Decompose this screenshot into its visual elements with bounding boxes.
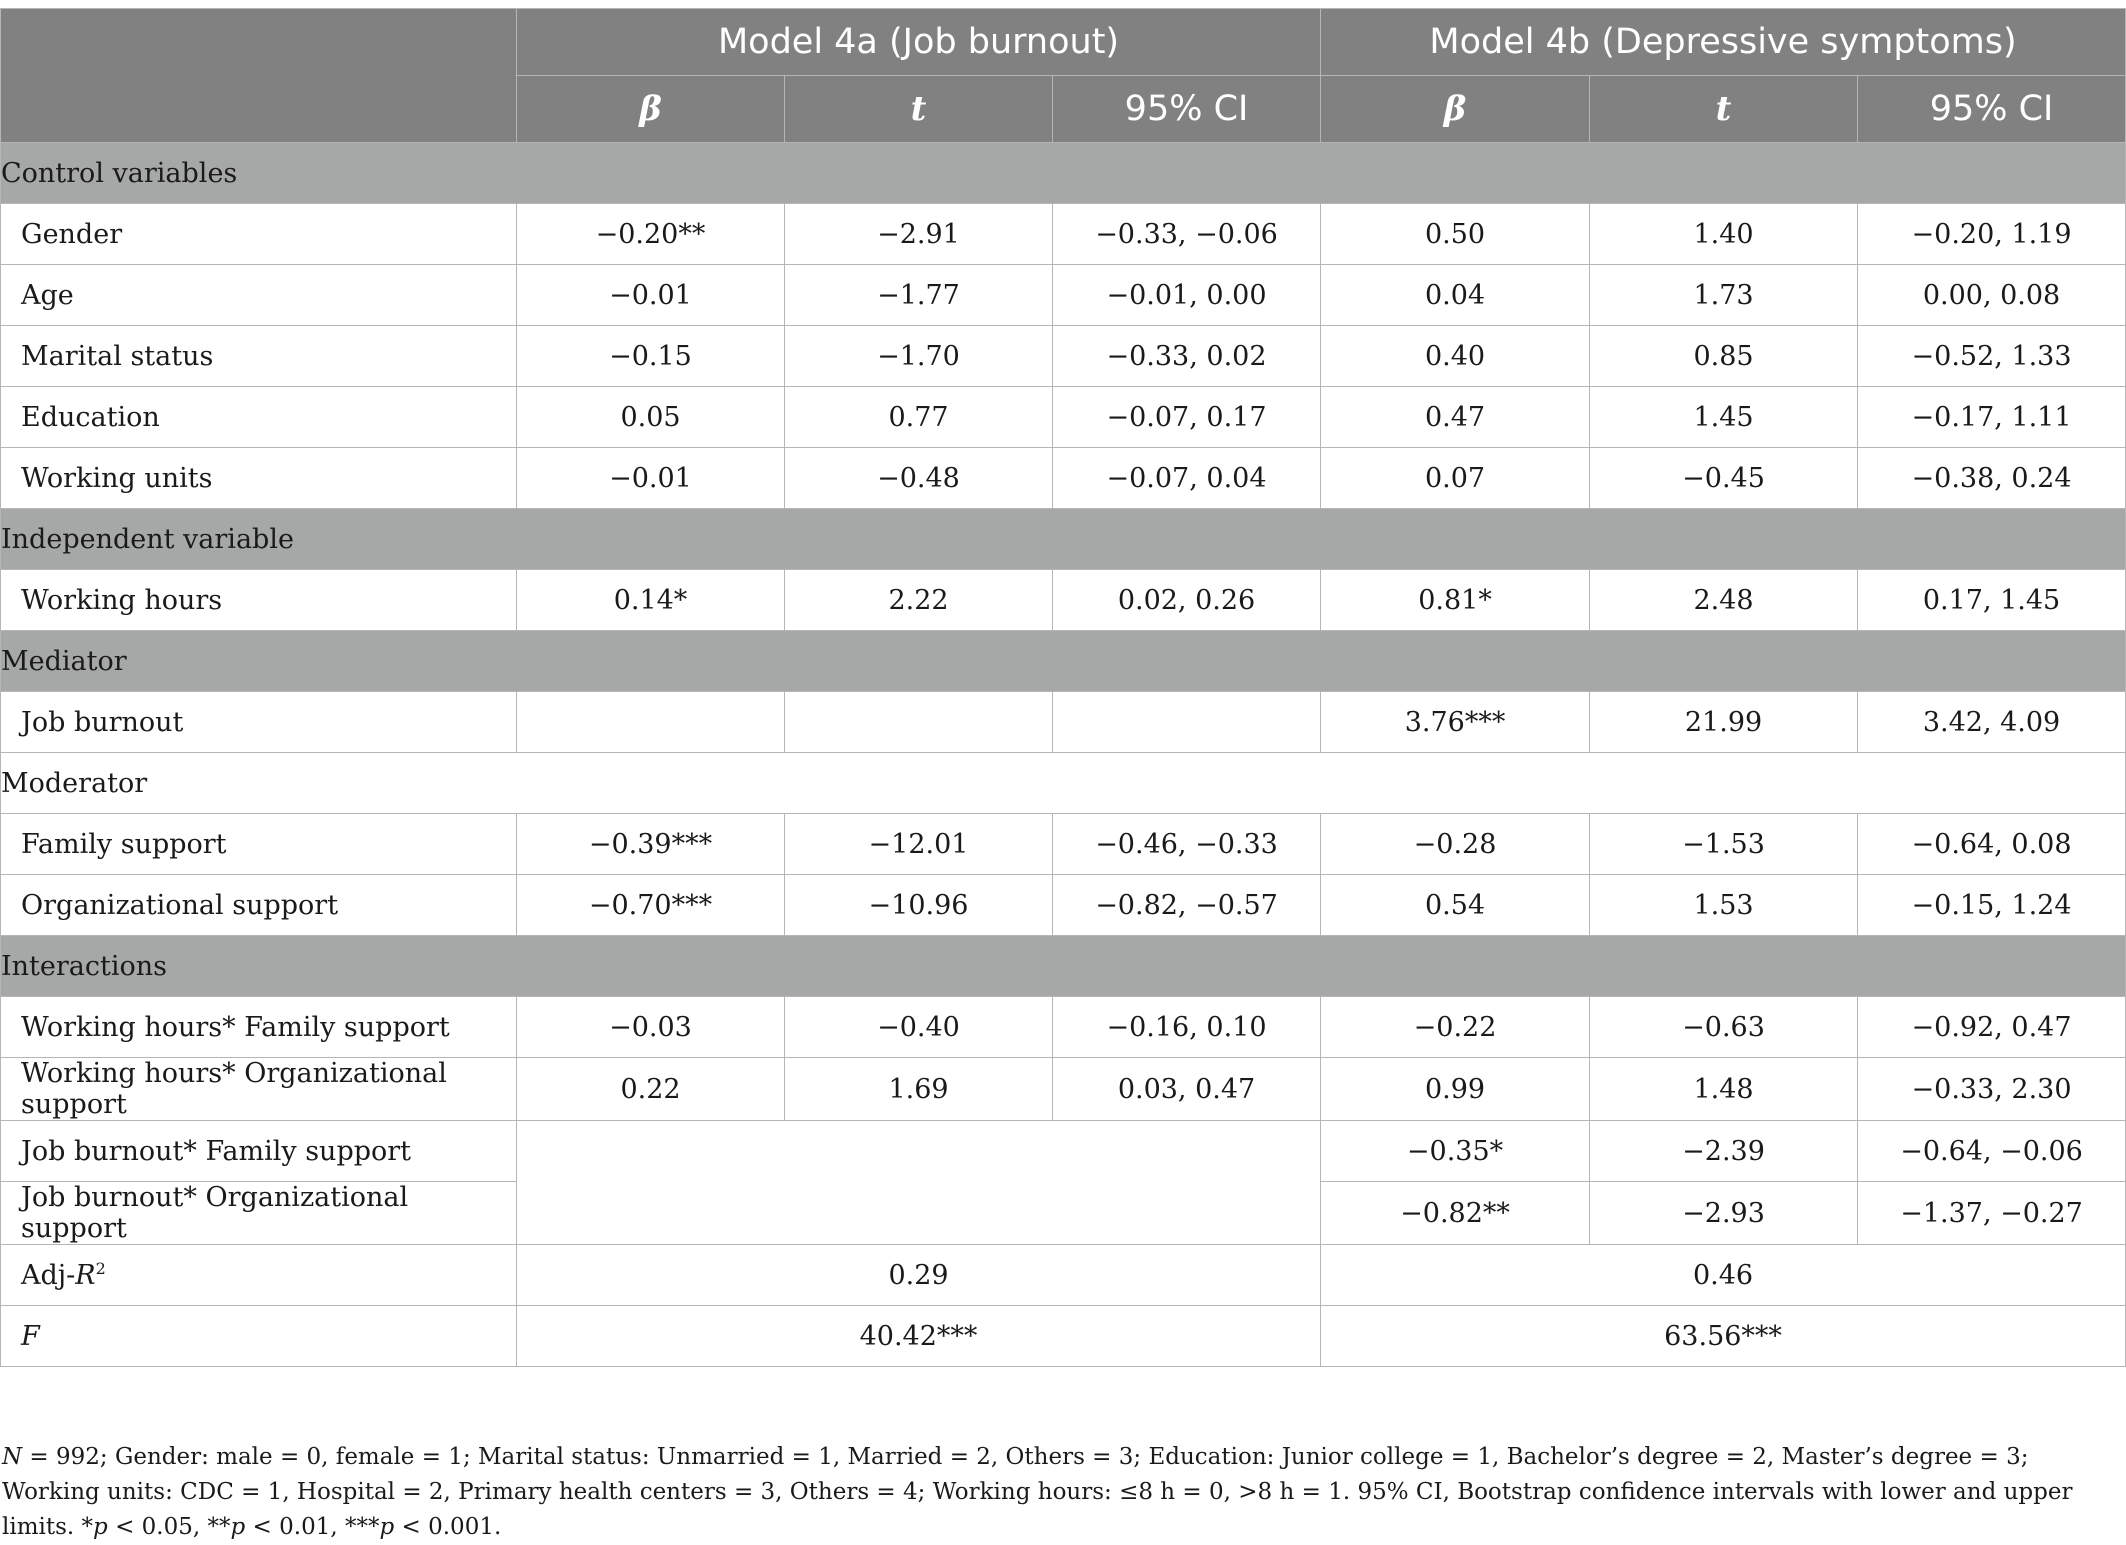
note-t1: < 0.05, ** [107, 1514, 231, 1540]
cell-b-beta: 0.04 [1321, 265, 1590, 326]
section-control-label: Control variables [1, 143, 2126, 204]
cell-b-ci: −0.17, 1.11 [1858, 387, 2126, 448]
header-row-models [1, 9, 2126, 76]
regression-table [0, 8, 2126, 1367]
header-ci-a: 95% CI [1053, 76, 1321, 143]
row-label: Marital status [1, 326, 517, 387]
header-t-a: t [785, 76, 1053, 143]
row-label: Working hours* Family support [1, 997, 517, 1058]
cell-b-ci: 0.17, 1.45 [1858, 570, 2126, 631]
cell-a-beta: −0.39*** [517, 814, 785, 875]
cell-a-ci: −0.07, 0.17 [1053, 387, 1321, 448]
cell-a-t: −10.96 [785, 875, 1053, 936]
cell-b-t: 2.48 [1590, 570, 1858, 631]
cell-b-ci: −0.64, 0.08 [1858, 814, 2126, 875]
header-beta-b: β [1321, 76, 1590, 143]
cell-b-ci: −0.52, 1.33 [1858, 326, 2126, 387]
cell-b-ci: 3.42, 4.09 [1858, 692, 2126, 753]
cell-b-t: 1.40 [1590, 204, 1858, 265]
cell-a-beta: −0.01 [517, 265, 785, 326]
cell-b-beta: 0.40 [1321, 326, 1590, 387]
row-label: Education [1, 387, 517, 448]
cell-b-t: −0.63 [1590, 997, 1858, 1058]
cell-b-beta: −0.28 [1321, 814, 1590, 875]
header-blank [1, 9, 517, 143]
cell-b-t: 0.85 [1590, 326, 1858, 387]
header-model-4b: Model 4b (Depressive symptoms) [1321, 9, 2126, 76]
cell-b-beta: −0.82** [1321, 1182, 1590, 1245]
row-label: Job burnout [1, 692, 517, 753]
cell-a-empty [517, 1121, 1321, 1245]
header-beta-a: β [517, 76, 785, 143]
cell-b-t: 21.99 [1590, 692, 1858, 753]
row-label: Job burnout* Family support [1, 1121, 517, 1182]
note-p2: p [230, 1514, 246, 1540]
section-row [1, 936, 2126, 997]
table-row [1, 1058, 2126, 1121]
table-row [1, 814, 2126, 875]
section-moderator-label: Moderator [1, 753, 2126, 814]
cell-b-beta: −0.22 [1321, 997, 1590, 1058]
table-row [1, 1121, 2126, 1182]
cell-a-t: −1.70 [785, 326, 1053, 387]
cell-a-ci: −0.33, 0.02 [1053, 326, 1321, 387]
cell-b-beta: 0.50 [1321, 204, 1590, 265]
cell-b-ci: −0.20, 1.19 [1858, 204, 2126, 265]
cell-a-beta: −0.15 [517, 326, 785, 387]
cell-a-beta: −0.70*** [517, 875, 785, 936]
table-row [1, 570, 2126, 631]
row-label: Age [1, 265, 517, 326]
row-label: Working units [1, 448, 517, 509]
fit-row-adj-r2 [1, 1245, 2126, 1306]
f-label: F [1, 1306, 517, 1367]
cell-b-t: 1.73 [1590, 265, 1858, 326]
section-row [1, 631, 2126, 692]
row-label: Gender [1, 204, 517, 265]
cell-a-ci: −0.46, −0.33 [1053, 814, 1321, 875]
note-t3: < 0.001. [394, 1514, 502, 1540]
cell-a-t: −2.91 [785, 204, 1053, 265]
cell-b-beta: 0.81* [1321, 570, 1590, 631]
table-row [1, 692, 2126, 753]
cell-a-t: −1.77 [785, 265, 1053, 326]
table-row [1, 997, 2126, 1058]
cell-a-t [785, 692, 1053, 753]
cell-a-t: 2.22 [785, 570, 1053, 631]
row-label: Family support [1, 814, 517, 875]
table-row [1, 265, 2126, 326]
cell-b-t: 1.53 [1590, 875, 1858, 936]
row-label: Working hours [1, 570, 517, 631]
row-label: Working hours* Organizational support [1, 1058, 517, 1121]
cell-a-ci: −0.07, 0.04 [1053, 448, 1321, 509]
cell-b-beta: 0.07 [1321, 448, 1590, 509]
fit-row-f [1, 1306, 2126, 1367]
table-row [1, 204, 2126, 265]
note-p3: p [379, 1514, 395, 1540]
cell-a-t: 0.77 [785, 387, 1053, 448]
note-t2: < 0.01, *** [245, 1514, 380, 1540]
cell-a-beta: −0.03 [517, 997, 785, 1058]
cell-b-t: −0.45 [1590, 448, 1858, 509]
row-label: Organizational support [1, 875, 517, 936]
adj-r2-var: R [75, 1259, 96, 1291]
section-interactions-label: Interactions [1, 936, 2126, 997]
cell-b-ci: −0.33, 2.30 [1858, 1058, 2126, 1121]
cell-a-beta: 0.14* [517, 570, 785, 631]
cell-b-beta: 3.76*** [1321, 692, 1590, 753]
cell-b-t: 1.48 [1590, 1058, 1858, 1121]
cell-b-ci: −0.92, 0.47 [1858, 997, 2126, 1058]
cell-a-ci: 0.03, 0.47 [1053, 1058, 1321, 1121]
cell-b-beta: 0.54 [1321, 875, 1590, 936]
cell-a-beta: −0.20** [517, 204, 785, 265]
cell-a-ci: −0.01, 0.00 [1053, 265, 1321, 326]
cell-a-t: −0.48 [785, 448, 1053, 509]
table-footnote [2, 1440, 2112, 1545]
cell-b-ci: −0.38, 0.24 [1858, 448, 2126, 509]
table-row [1, 387, 2126, 448]
cell-b-t: −1.53 [1590, 814, 1858, 875]
cell-b-t: −2.39 [1590, 1121, 1858, 1182]
table-row [1, 448, 2126, 509]
cell-a-beta: −0.01 [517, 448, 785, 509]
section-row [1, 509, 2126, 570]
cell-b-beta: 0.47 [1321, 387, 1590, 448]
section-row [1, 753, 2126, 814]
cell-a-t: 1.69 [785, 1058, 1053, 1121]
section-mediator-label: Mediator [1, 631, 2126, 692]
cell-a-ci: −0.82, −0.57 [1053, 875, 1321, 936]
note-n: N [2, 1444, 23, 1470]
cell-a-ci: 0.02, 0.26 [1053, 570, 1321, 631]
header-model-4a: Model 4a (Job burnout) [517, 9, 1321, 76]
row-label: Job burnout* Organizational support [1, 1182, 517, 1245]
section-independent-label: Independent variable [1, 509, 2126, 570]
header-t-b: t [1590, 76, 1858, 143]
cell-b-ci: −0.64, −0.06 [1858, 1121, 2126, 1182]
cell-a-ci: −0.33, −0.06 [1053, 204, 1321, 265]
table-row [1, 326, 2126, 387]
table-row [1, 875, 2126, 936]
cell-b-ci: −0.15, 1.24 [1858, 875, 2126, 936]
adj-r2-prefix: Adj- [21, 1259, 76, 1291]
adj-r2-label [1, 1245, 517, 1306]
cell-b-ci: −1.37, −0.27 [1858, 1182, 2126, 1245]
cell-a-t: −0.40 [785, 997, 1053, 1058]
cell-a-beta: 0.05 [517, 387, 785, 448]
adj-r2-a: 0.29 [517, 1245, 1321, 1306]
header-ci-b: 95% CI [1858, 76, 2126, 143]
cell-a-beta [517, 692, 785, 753]
f-b: 63.56*** [1321, 1306, 2126, 1367]
cell-a-ci: −0.16, 0.10 [1053, 997, 1321, 1058]
cell-a-beta: 0.22 [517, 1058, 785, 1121]
adj-r2-sup: 2 [95, 1258, 106, 1278]
note-text: = 992; Gender: male = 0, female = 1; Marital status: Unmarried = 1, Married = 2, Others = 3; Education: Junior college = 1, Bachelor’s degree = 2, Master’s degree = 3; Working units: CDC = 1, Hospital = 2, Primary health centers = 3, Others = 4; Working hours: ≤8 h = 0, >8 h = 1. 95% CI, Bootstrap confidence intervals with lower and upper limits. * [2, 1444, 2073, 1540]
f-a: 40.42*** [517, 1306, 1321, 1367]
adj-r2-b: 0.46 [1321, 1245, 2126, 1306]
cell-b-ci: 0.00, 0.08 [1858, 265, 2126, 326]
cell-b-t: 1.45 [1590, 387, 1858, 448]
cell-a-ci [1053, 692, 1321, 753]
cell-b-beta: 0.99 [1321, 1058, 1590, 1121]
note-p1: p [93, 1514, 108, 1540]
cell-b-beta: −0.35* [1321, 1121, 1590, 1182]
cell-a-t: −12.01 [785, 814, 1053, 875]
cell-b-t: −2.93 [1590, 1182, 1858, 1245]
section-row [1, 143, 2126, 204]
